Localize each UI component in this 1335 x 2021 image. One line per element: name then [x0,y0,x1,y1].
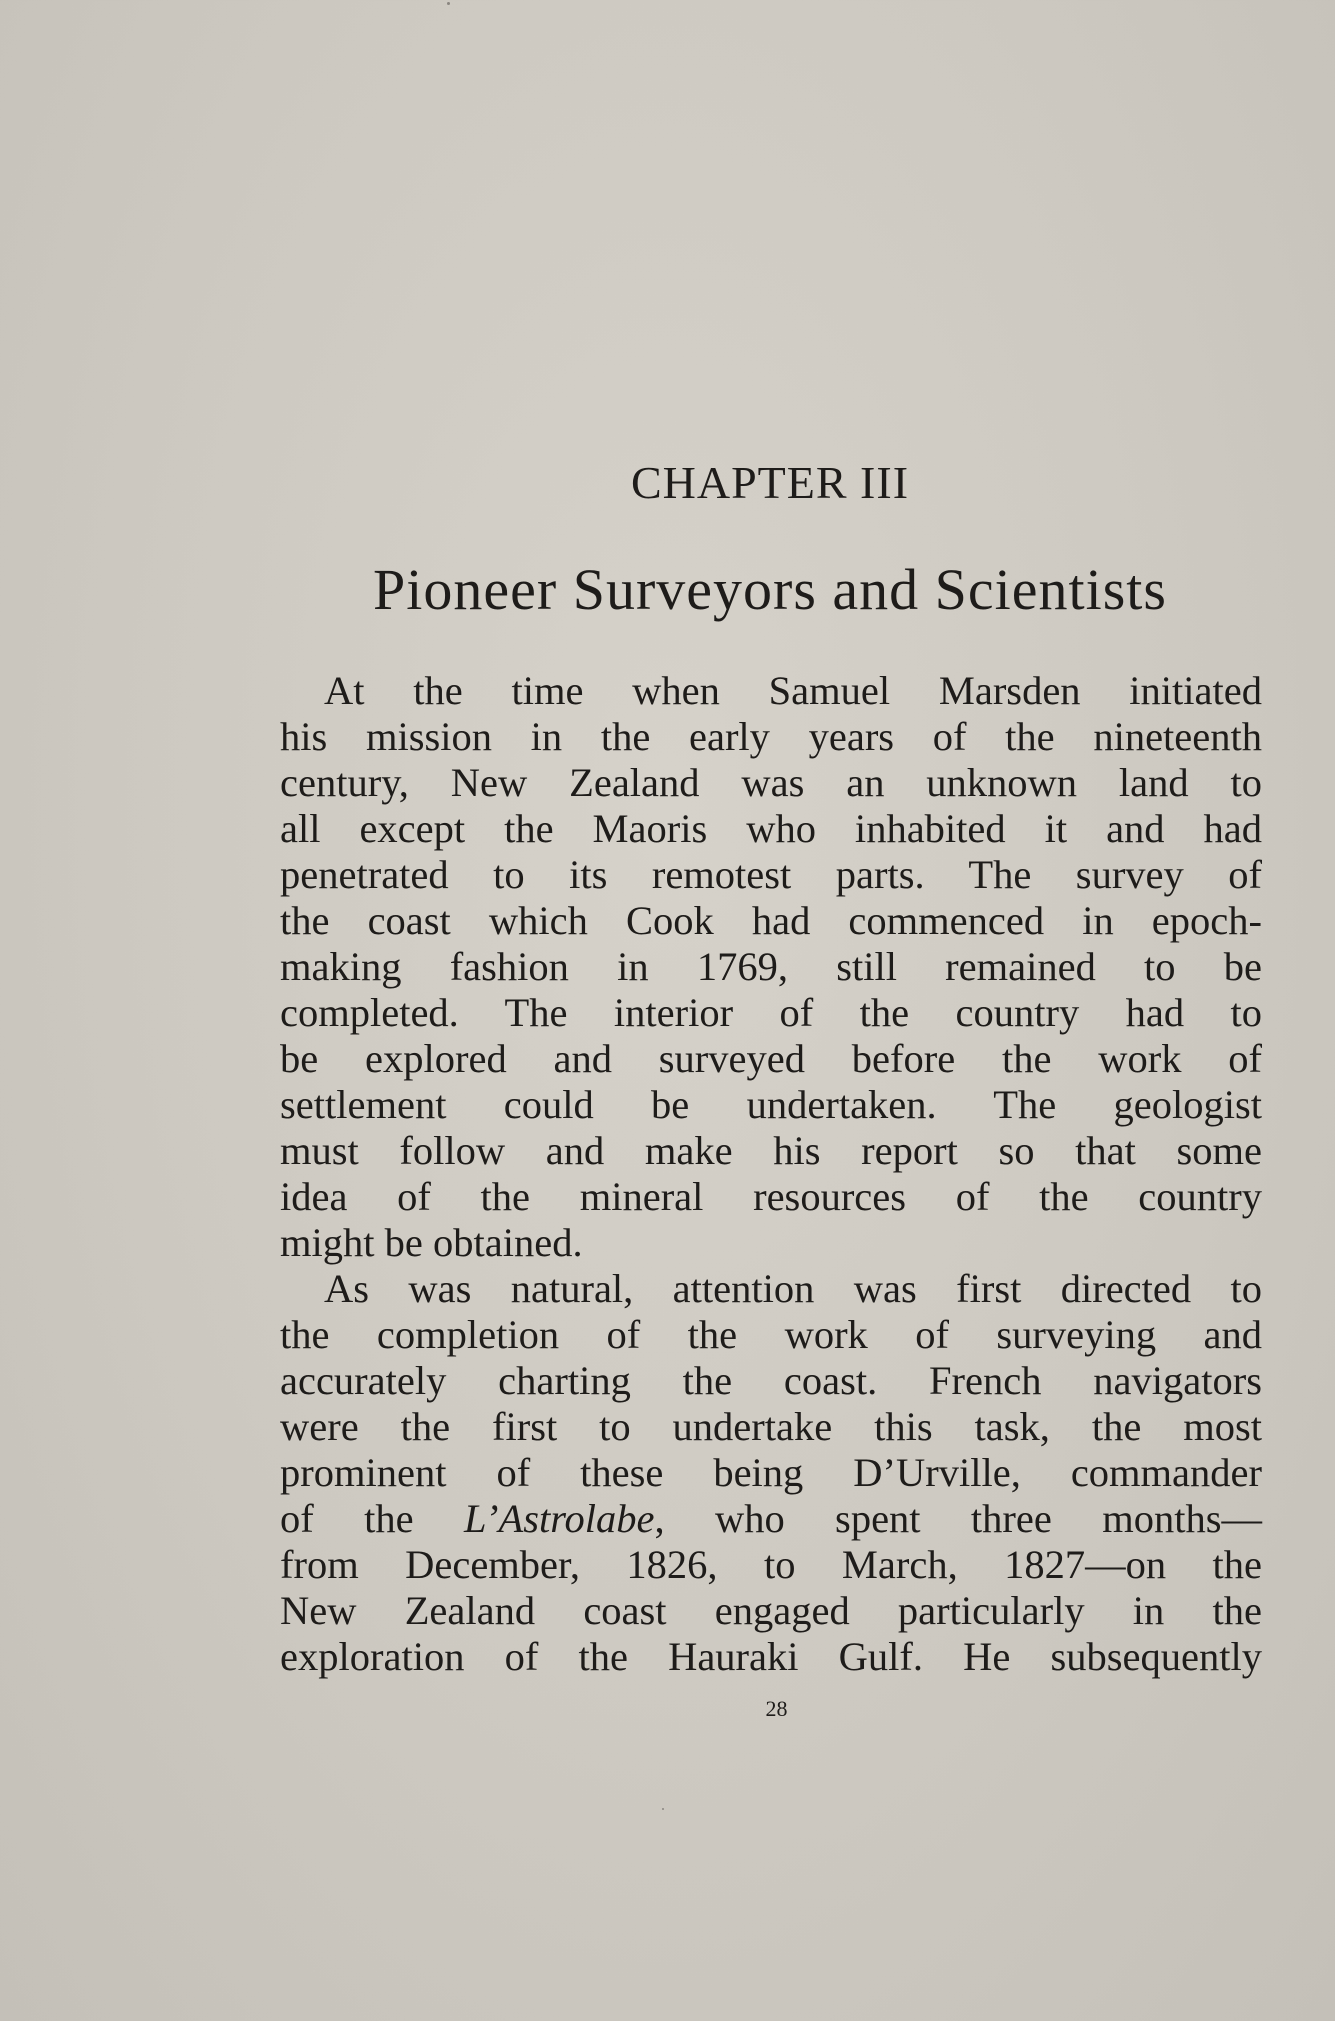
text-segment: of the [280,1496,464,1541]
text-line: from December, 1826, to March, 1827—on the [280,1542,1262,1587]
text-line: might be obtained. [280,1220,583,1265]
text-line: penetrated to its remotest parts. The survey of [280,852,1262,897]
text-line-with-italic [280,1496,1262,1542]
text-line: the coast which Cook had commenced in epoch- [280,898,1262,943]
text-line: his mission in the early years of the nineteenth [280,714,1262,759]
text-line: all except the Maoris who inhabited it and had [280,806,1262,851]
ship-name: L’Astrolabe [463,1496,655,1541]
body-text [280,668,1262,1680]
text-line: century, New Zealand was an unknown land to [280,760,1262,805]
paper-speck [447,2,450,5]
text-line: At the time when Samuel Marsden initiated [324,668,1262,713]
text-line: prominent of these being D’Urville, commander [280,1450,1262,1495]
text-line: completed. The interior of the country had to [280,990,1262,1035]
text-line: be explored and surveyed before the work of [280,1036,1262,1081]
text-line: As was natural, attention was first directed to [324,1266,1262,1311]
text-line: accurately charting the coast. French navigators [280,1358,1262,1403]
text-line: idea of the mineral resources of the country [280,1174,1262,1219]
text-line: settlement could be undertaken. The geologist [280,1082,1262,1127]
text-line: exploration of the Hauraki Gulf. He subsequently [280,1634,1262,1679]
text-line: must follow and make his report so that some [280,1128,1262,1173]
text-line: the completion of the work of surveying and [280,1312,1262,1357]
page-number: 28 [765,1696,788,1721]
text-line: New Zealand coast engaged particularly in the [280,1588,1262,1633]
text-line: making fashion in 1769, still remained to be [280,944,1262,989]
text-segment: , who spent three months— [654,1496,1262,1541]
paper-speck [662,1808,664,1810]
text-line: were the first to undertake this task, the most [280,1404,1262,1449]
chapter-number: CHAPTER III [630,457,910,508]
chapter-title: Pioneer Surveyors and Scientists [373,557,1167,622]
